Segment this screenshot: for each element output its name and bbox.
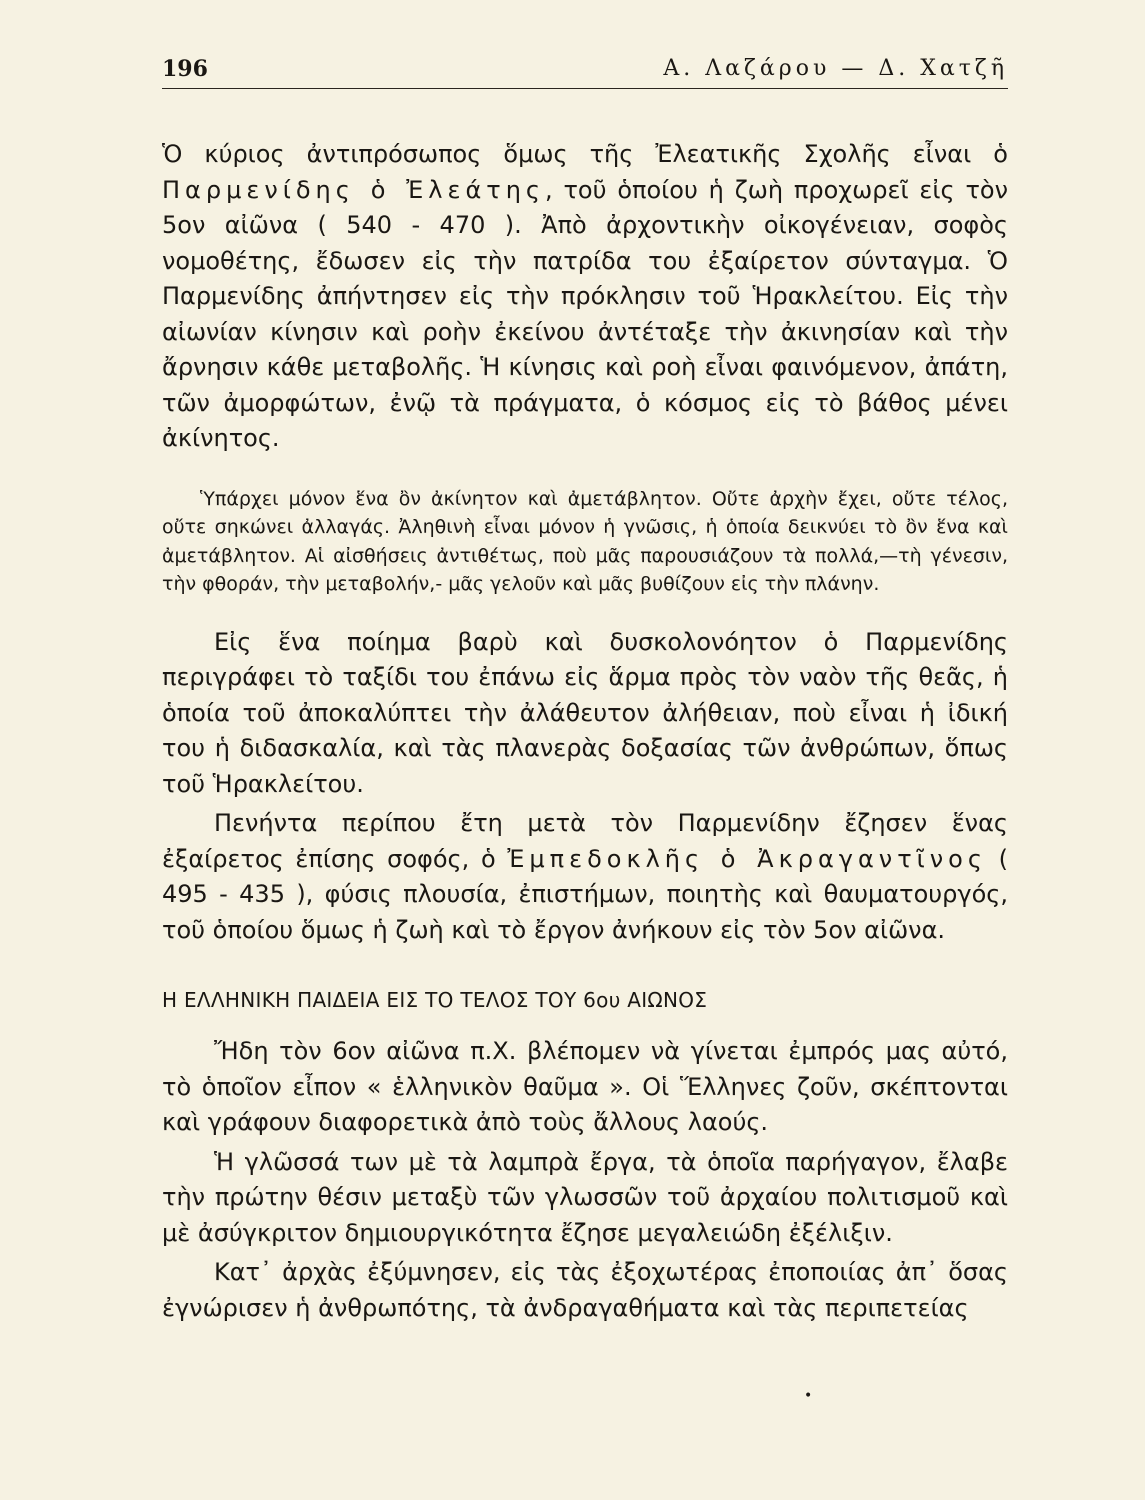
- paragraph-empedocles: [162, 806, 1008, 948]
- paragraph-greek-miracle: Ἤδη τὸν 6ον αἰῶνα π.Χ. βλέπομεν νὰ γίνεται ἐμπρός μας αὐτό, τὸ ὁποῖον εἶπον « ἑλληνικὸν θαῦμα ». Οἱ Ἕλληνες ζοῦν, σκέπτονται καὶ γράφουν διαφορετικὰ ἀπὸ τοὺς ἄλλους λαούς.: [162, 1037, 1008, 1136]
- paragraph-text: Ὁ κύριος ἀντιπρόσωπος ὅμως τῆς Ἐλεατικῆς Σχολῆς εἶναι ὁ: [162, 140, 1008, 168]
- page-header: [162, 52, 1008, 89]
- running-head: Α. Λαζάρου — Δ. Χατζῆ: [663, 56, 1008, 81]
- paragraph-text: , τοῦ ὁποίου ἡ ζωὴ προχωρεῖ εἰς τὸν 5ον αἰῶνα ( 540 - 470 ). Ἀπὸ ἀρχοντικὴν οἰκογένειαν, σοφὸς νομοθέτης, ἔδωσεν εἰς τὴν πατρίδα του ἐξαίρετον σύνταγμα. Ὁ Παρμενίδης ἀπήντησεν εἰς τὴν πρόκλησιν τοῦ Ἡρακλείτου. Εἰς τὴν αἰωνίαν κίνησιν καὶ ροὴν ἐκείνου ἀντέταξε τὴν ἀκινησίαν καὶ τὴν ἄρνησιν κάθε μεταβολῆς. Ἡ κίνησις καὶ ροὴ εἶναι φαινόμενον, ἀπάτη, τῶν ἀμορφώτων, ἐνῷ τὰ πράγματα, ὁ κόσμος εἰς τὸ βάθος μένει ἀκίνητος.: [162, 175, 1008, 452]
- paragraph-text: Πενήντα περίπου ἔτη μετὰ τὸν Παρμενίδην ἔζησεν ἕνας ἐξαίρετος ἐπίσης σοφός, ὁ: [162, 809, 1008, 873]
- paragraph-poem: Εἰς ἕνα ποίημα βαρὺ καὶ δυσκολονόητον ὁ Παρμενίδης περιγράφει τὸ ταξίδι του ἐπάνω εἰς ἅρμα πρὸς τὸν ναὸν τῆς θεᾶς, ἡ ὁποία τοῦ ἀποκαλύπτει τὴν ἀλάθευτον ἀλήθειαν, ποὺ εἶναι ἡ ἰδική του ἡ διδασκαλία, καὶ τὰς πλανερὰς δοξασίας τῶν ἀνθρώπων, ὅπως τοῦ Ἡρακλείτου.: [162, 627, 1008, 798]
- spaced-name-parmenides: Παρμενίδης ὁ Ἐλεάτης: [162, 175, 546, 204]
- block-quote: Ὑπάρχει μόνον ἕνα ὂν ἀκίνητον καὶ ἀμετάβλητον. Οὔτε ἀρχὴν ἔχει, οὔτε τέλος, οὔτε σηκώνει ἀλλαγάς. Ἀληθινὴ εἶναι μόνον ἡ γνῶσις, ἡ ὁποία δεικνύει τὸ ὂν ἕνα καὶ ἀμετάβλητον. Αἱ αἰσθήσεις ἀντιθέτως, ποὺ μᾶς παρουσιάζουν τὰ πολλά,—τὴ γένεσιν, τὴν φθοράν, τὴν μεταβολήν,- μᾶς γελοῦν καὶ μᾶς βυθίζουν εἰς τὴν πλάνην.: [162, 487, 1008, 595]
- page-number: 196: [162, 56, 208, 82]
- paragraph-epics: Κατ᾽ ἀρχὰς ἐξύμνησεν, εἰς τὰς ἐξοχωτέρας ἐποποιίας ἀπ᾽ ὅσας ἐγνώρισεν ἡ ἀνθρωπότης, τὰ ἀνδραγαθήματα καὶ τὰς περιπετείας: [162, 1258, 1008, 1322]
- paragraph-text: ( 495 - 435 ), φύσις πλουσία, ἐπιστήμων, ποιητὴς καὶ θαυματουργός, τοῦ ὁποίου ὅμως ἡ ζωὴ καὶ τὸ ἔργον ἀνήκουν εἰς τὸν 5ον αἰῶνα.: [162, 844, 1009, 944]
- section-heading: Η ΕΛΛΗΝΙΚΗ ΠΑΙΔΕΙΑ ΕΙΣ ΤΟ ΤΕΛΟΣ ΤΟΥ 6ου ΑΙΩΝΟΣ: [162, 988, 708, 1012]
- paragraph-parmenides-intro: [162, 137, 1008, 457]
- spaced-name-empedocles: Ἐμπεδοκλῆς ὁ Ἀκραγαντῖνος: [507, 844, 987, 873]
- body-text: [162, 137, 1008, 1326]
- paragraph-language: Ἡ γλῶσσά των μὲ τὰ λαμπρὰ ἔργα, τὰ ὁποῖα παρήγαγον, ἔλαβε τὴν πρώτην θέσιν μεταξὺ τῶν γλωσσῶν τοῦ ἀρχαίου πολιτισμοῦ καὶ μὲ ἀσύγκριτον δημιουργικότητα ἔζησε μεγαλειώδη ἐξέλιξιν.: [162, 1147, 1008, 1247]
- footer-mark: •: [804, 1388, 813, 1404]
- book-page: [162, 52, 1008, 1326]
